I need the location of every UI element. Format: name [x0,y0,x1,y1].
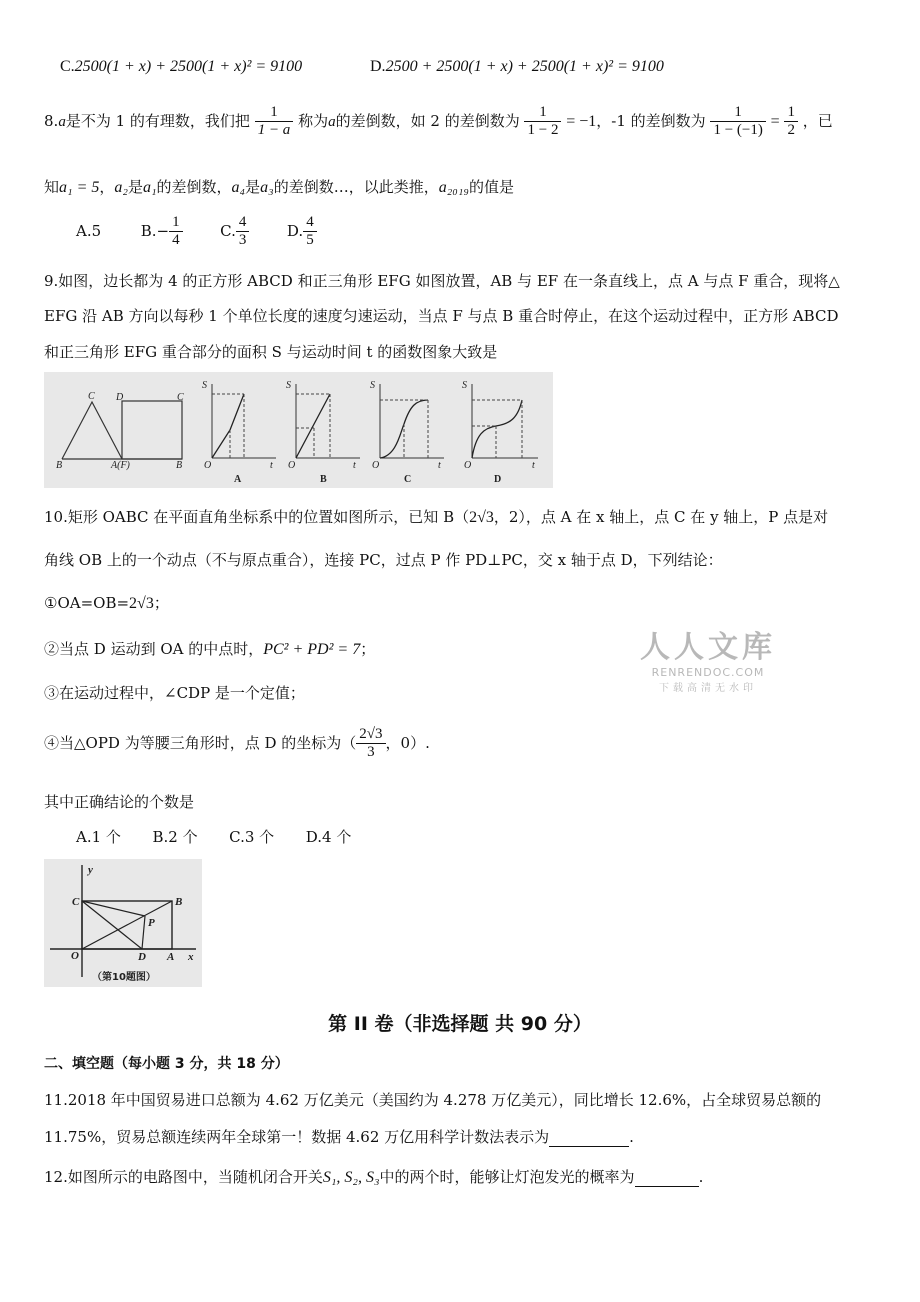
axis-t: t [532,460,535,471]
graph-label-b: B [320,474,327,485]
fig-axis-y: y [88,864,93,876]
q10-c4-frac [356,726,385,762]
q12-text-1: 12.如图所示的电路图中，当随机闭合开关 [44,1168,323,1186]
q8-option-d-label: D. [286,221,304,240]
section-heading: 二、填空题（每小题 3 分，共 18 分） [44,1056,289,1072]
q9-graph-d [462,380,538,485]
q12-end: . [698,1168,704,1186]
q10-c2-a: ②当点 D 运动到 OA 的中点时， [44,640,264,658]
q9-line-2: EFG 沿 AB 方向以每秒 1 个单位长度的速度匀速运动，当点 F 与点 B 重合时停止，在这个运动过程中，正方形 ABCD [44,307,839,325]
q8-frac-1 [255,104,294,140]
q8-l2-f: 的差倒数…，以此类推， [273,178,439,196]
q7-option-d-expr: 2500 + 2500(1 + x) + 2500(1 + x)² = 9100 [385,58,664,75]
axis-o: O [288,460,296,471]
q10-c4-b: ，0）. [385,733,430,752]
q12-switches: S₁, S₂, S₃ [322,1169,380,1186]
q8-a1: a₁ [142,179,157,196]
q10-conclusion-2 [44,638,375,659]
fig-label-c: C [72,896,80,908]
frac-num: 1 [539,104,547,120]
q11-line-2 [44,1126,634,1147]
q7-option-c-label: C. [60,58,75,75]
fig-label-b-left: B [56,460,63,471]
fig-axis-x: x [188,951,194,963]
watermark-title: 人人文库 [640,630,776,665]
q8-l2-a: 知 [44,178,60,196]
q10-l1-b: ，2），点 A 在 x 轴上，点 C 在 y 轴上，P 点是对 [493,508,829,526]
q10-conclusion-1 [44,592,169,613]
fig-label-c: C [88,391,95,402]
q8-eq-2: = [770,112,780,130]
q8-frac-3 [710,104,765,140]
q9-line-3: 和正三角形 EFG 重合部分的面积 S 与运动时间 t 的函数图象大致是 [44,343,498,361]
frac-den: 2 [784,121,798,139]
fig-label-af: A(F) [111,460,130,471]
q8-l2-e: 是 [245,178,261,196]
q10-c4-a: ④当△OPD 为等腰三角形时，点 D 的坐标为（ [44,733,357,752]
fig-label-b-right: B [176,460,183,471]
frac-num: 4 [306,214,314,230]
q10-option-c: C.3 个 [229,828,275,846]
fig-label-d: D [116,392,124,403]
q12-text-2: 中的两个时，能够让灯泡发光的概率为 [379,1168,635,1186]
q8-text-5: ，已 [802,111,833,130]
fig-label-o: O [71,950,79,962]
q8-var-a-2: a [328,113,336,130]
section-title: 第 II 卷（非选择题 共 90 分） [328,1013,592,1035]
q10-c2-math: PC² + PD² = 7 [263,641,361,658]
fig-label-d: D [138,951,146,963]
frac-den: 3 [236,231,250,249]
frac-den: 4 [169,231,183,249]
q8-a1-eq: a₁ = 5 [59,179,100,196]
q8-frac-2 [524,104,561,140]
q8-a2: a₂ [114,179,128,196]
axis-s: S [462,380,467,391]
q8-l2-c: 是 [127,178,143,196]
axis-s: S [202,380,207,391]
q8-option-c-frac [236,214,250,250]
q11-line-1: 11.2018 年中国贸易进口总额为 4.62 万亿美元（美国约为 4.278 万亿美元），同比增长 12.6%，占全球贸易总额的 [44,1091,822,1109]
q8-l2-b: ， [99,178,115,196]
q8-option-d-frac [303,214,317,250]
q8-line-1 [44,104,833,140]
frac-den: 3 [356,743,385,761]
q9-square-triangle [56,391,184,471]
q9-line-1: 9.如图，边长都为 4 的正方形 ABCD 和正三角形 EFG 如图放置，AB 与 EF 在一条直线上，点 A 与点 F 重合，现将△ [44,272,840,290]
q12-line [44,1166,703,1187]
q7-option-c-expr: 2500(1 + x) + 2500(1 + x)² = 9100 [74,58,303,75]
axis-s: S [286,380,291,391]
q8-var-a: a [58,113,66,130]
q8-a4: a₄ [231,179,246,196]
axis-s: S [370,380,375,391]
q9-graph-b [286,380,360,485]
frac-den: 1 − a [255,121,294,139]
q10-conclusion-3: ③在运动过程中，∠CDP 是一个定值； [44,684,305,702]
q11-answer-blank[interactable] [549,1130,629,1147]
q10-l1-a: 10.矩形 OABC 在平面直角坐标系中的位置如图所示，已知 B（ [44,508,470,526]
axis-t: t [438,460,441,471]
q8-options [76,214,317,250]
axis-o: O [204,460,212,471]
frac-den: 5 [303,231,317,249]
q8-text-3: 的差倒数，如 2 的差倒数为 [335,111,520,130]
q8-text-2: 称为 [298,111,329,130]
frac-num: 1 [734,104,742,120]
fig-label-a: A [167,951,175,963]
q10-line-2: 角线 OB 上的一个动点（不与原点重合），连接 PC，过点 P 作 PD⊥PC，交 x 轴于点 D，下列结论： [44,551,723,569]
q8-frac-4 [784,104,798,140]
axis-t: t [353,460,356,471]
q10-c1-a: ①OA=OB= [44,594,130,612]
q10-question: 其中正确结论的个数是 [44,793,195,811]
watermark-url: RENRENDOC.COM [651,666,765,679]
q10-conclusion-4 [44,726,430,762]
q7-option-d [370,58,664,76]
q8-a3: a₃ [260,179,274,196]
q9-figure [44,372,553,488]
q10-b-x: 2√3 [469,509,494,526]
q10-option-b: B.2 个 [152,828,198,846]
q8-line-2 [44,176,514,197]
fig-label-p: P [148,917,155,929]
watermark-tagline: 下载高清无水印 [659,683,757,694]
frac-den: 1 − 2 [524,121,561,139]
axis-o: O [372,460,380,471]
q7-option-c [60,58,302,76]
q10-c2-b: ； [360,640,376,658]
fig-caption: （第10题图） [92,972,156,983]
q10-option-a: A.1 个 [76,828,121,846]
frac-num: 1 [172,214,180,230]
q10-line-1 [44,506,828,527]
q8-eq-1: = −1 [566,112,597,130]
q8-l2-d: 的差倒数， [156,178,232,196]
q10-options [76,826,351,847]
q12-answer-blank[interactable] [635,1170,699,1187]
frac-num: 2√3 [359,726,383,742]
axis-t: t [270,460,273,471]
q8-option-b-label: B.− [140,221,170,240]
frac-den: 1 − (−1) [710,121,765,139]
q8-option-b-frac [169,214,183,250]
q8-text-4: ，-1 的差倒数为 [596,111,706,130]
q8-option-c-label: C. [220,221,236,240]
q10-c1-b: ； [153,594,169,612]
q9-graph-c [370,380,444,485]
graph-label-d: D [494,474,502,485]
frac-num: 1 [270,104,278,120]
q8-l2-g: 的值是 [468,178,514,196]
fig-label-c2: C [177,392,184,403]
fig-label-b: B [175,896,183,908]
axis-o: O [464,460,472,471]
q11-end: . [629,1128,634,1146]
q10-figure [44,859,202,987]
q7-option-d-label: D. [370,58,386,75]
frac-num: 1 [787,104,795,120]
frac-num: 4 [238,214,247,230]
q9-graph-a [202,380,276,485]
graph-label-a: A [234,474,242,485]
graph-label-c: C [404,474,412,485]
q11-text: 11.75%，贸易总额连续两年全球第一！数据 4.62 万亿用科学计数法表示为 [44,1128,550,1146]
q8-option-a: A.5 [76,221,102,240]
q10-c1-val: 2√3 [129,595,154,612]
q8-number: 8. [44,111,59,130]
q10-option-d: D.4 个 [305,828,352,846]
q8-text-1: 是不为 1 的有理数，我们把 [65,111,250,130]
watermark [640,622,776,694]
q8-a2019: a₂₀₁₉ [438,179,469,196]
